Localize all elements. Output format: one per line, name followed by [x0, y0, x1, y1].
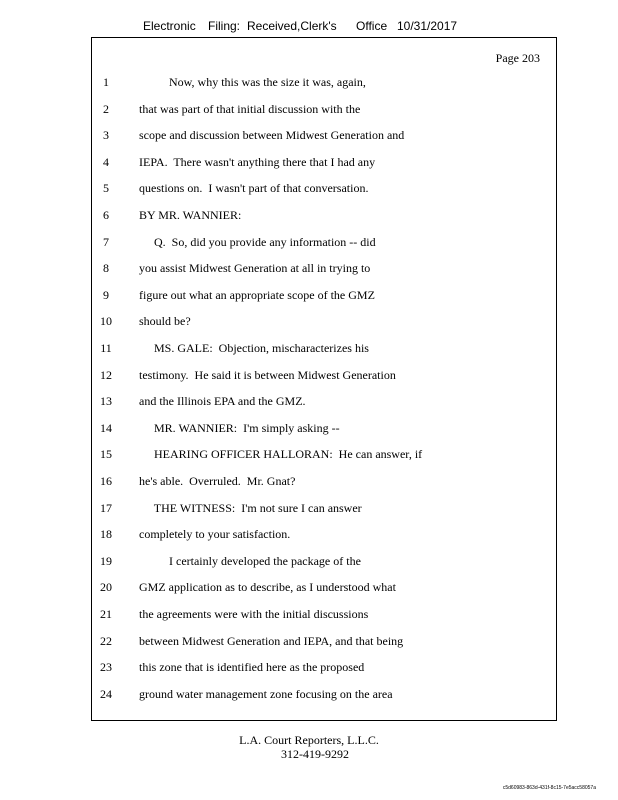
line-text: and the Illinois EPA and the GMZ. [139, 394, 306, 409]
line-number: 12 [100, 367, 112, 382]
document-id: c5d60983-863d-431f-8c15-7e5acc58057a [502, 785, 596, 791]
line-text: ground water management zone focusing on the area [139, 686, 393, 701]
line-text: Now, why this was the size it was, again, [139, 75, 366, 89]
transcript-line [0, 235, 557, 253]
transcript-line [0, 687, 557, 705]
line-number: 8 [103, 261, 109, 276]
line-number: 19 [100, 553, 112, 568]
filing-header-office: Office [356, 19, 388, 33]
transcript-line [0, 660, 557, 678]
transcript-line [0, 341, 557, 359]
line-text: figure out what an appropriate scope of the GMZ [139, 287, 375, 302]
transcript-line [0, 474, 557, 492]
footer-company: L.A. Court Reporters, L.L.C. [239, 733, 379, 747]
line-text: that was part of that initial discussion with the [139, 101, 361, 116]
transcript-line [0, 607, 557, 625]
transcript-line [0, 102, 557, 120]
line-number: 2 [103, 101, 109, 116]
filing-header-received-clerks: Received,Clerk's [247, 19, 337, 33]
line-number: 17 [100, 500, 112, 515]
line-text: testimony. He said it is between Midwest Generation [139, 367, 396, 382]
transcript-line [0, 155, 557, 173]
line-number: 14 [100, 420, 112, 435]
line-text: I certainly developed the package of the [139, 553, 361, 568]
page-number: Page 203 [495, 51, 540, 65]
footer-phone: 312-419-9292 [281, 747, 349, 761]
line-number: 23 [100, 660, 112, 675]
line-number: 13 [100, 394, 112, 409]
transcript-line [0, 368, 557, 386]
line-text: you assist Midwest Generation at all in trying to [139, 261, 371, 276]
line-number: 15 [100, 447, 112, 462]
line-number: 10 [100, 314, 112, 329]
line-number: 21 [100, 607, 112, 621]
transcript-line [0, 394, 557, 412]
line-text: MS. GALE: Objection, mischaracterizes his [139, 341, 369, 355]
line-text: this zone that is identified here as the proposed [139, 660, 365, 675]
line-number: 24 [100, 686, 112, 701]
line-text: GMZ application as to describe, as I understood what [139, 580, 396, 595]
line-number: 20 [100, 580, 112, 595]
transcript-line [0, 554, 557, 572]
transcript-line [0, 501, 557, 519]
line-text: HEARING OFFICER HALLORAN: He can answer, if [139, 447, 423, 462]
transcript-line [0, 128, 557, 146]
line-text: Q. So, did you provide any information -- did [139, 234, 376, 249]
filing-header-filing: Filing: [208, 19, 241, 33]
transcript-line [0, 208, 557, 226]
line-text: IEPA. There wasn't anything there that I had any [139, 154, 376, 169]
transcript-line [0, 288, 557, 306]
filing-header [0, 19, 618, 37]
line-text: scope and discussion between Midwest Generation and [139, 128, 405, 143]
line-number: 18 [100, 527, 112, 542]
line-number: 6 [103, 208, 109, 222]
transcript-line [0, 314, 557, 332]
line-text: should be? [139, 314, 191, 329]
transcript-line [0, 421, 557, 439]
line-text: completely to your satisfaction. [139, 527, 291, 542]
line-number: 1 [103, 75, 109, 89]
line-text: BY MR. WANNIER: [139, 208, 242, 222]
transcript-line [0, 261, 557, 279]
transcript-line [0, 181, 557, 199]
line-number: 4 [103, 154, 109, 169]
line-number: 3 [103, 128, 109, 143]
transcript-line [0, 634, 557, 652]
line-text: questions on. I wasn't part of that conversation. [139, 181, 369, 196]
line-text: MR. WANNIER: I'm simply asking -- [139, 420, 340, 435]
transcript-line [0, 75, 557, 93]
filing-header-date: 10/31/2017 [397, 19, 458, 33]
line-number: 9 [103, 287, 109, 302]
line-text: THE WITNESS: I'm not sure I can answer [139, 500, 362, 515]
line-text: between Midwest Generation and IEPA, and that being [139, 633, 404, 648]
line-number: 7 [103, 234, 109, 249]
line-text: the agreements were with the initial discussions [139, 607, 369, 621]
line-number: 11 [100, 341, 112, 355]
line-number: 16 [100, 474, 112, 488]
line-number: 5 [103, 181, 109, 196]
line-number: 22 [100, 633, 112, 648]
transcript-line [0, 527, 557, 545]
transcript-line [0, 580, 557, 598]
line-text: he's able. Overruled. Mr. Gnat? [139, 474, 296, 488]
filing-header-electronic: Electronic [143, 19, 196, 33]
transcript-line [0, 447, 557, 465]
